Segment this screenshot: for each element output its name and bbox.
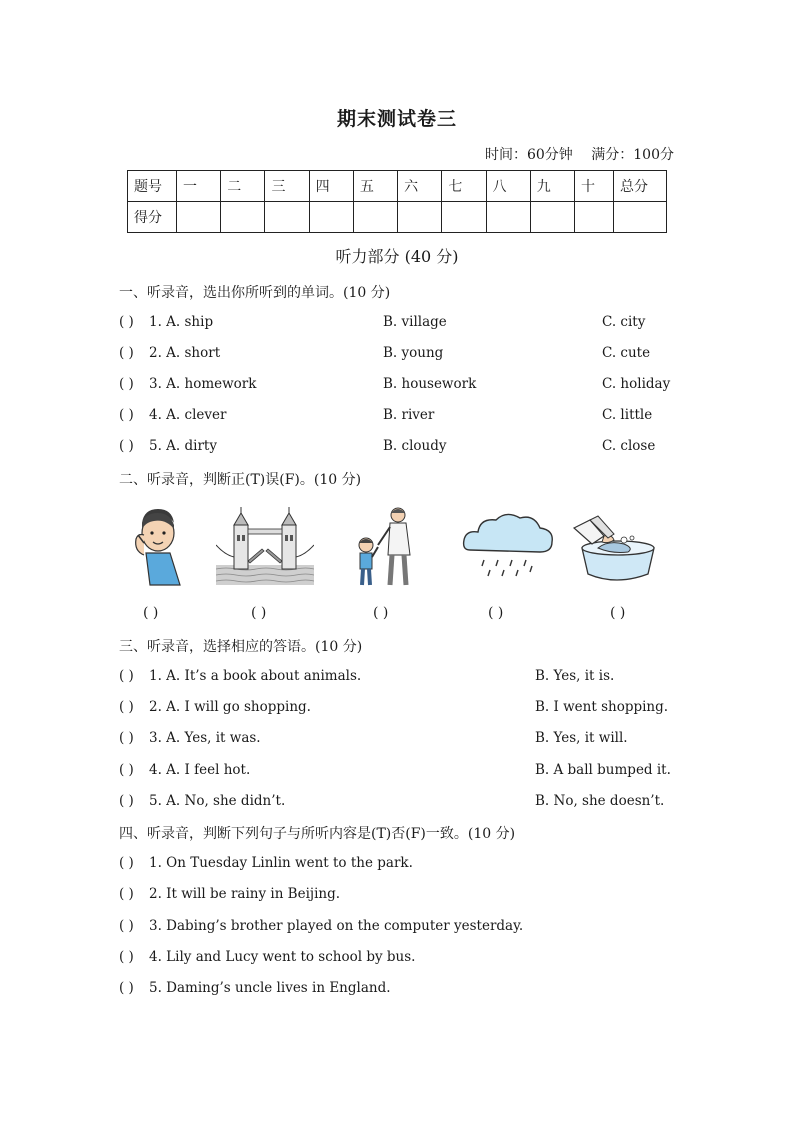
- score-table-head-row: [128, 171, 667, 202]
- statement-text: 5. Daming’s uncle lives in England.: [149, 980, 391, 996]
- option-a: 4. A. I feel hot.: [149, 762, 251, 778]
- score-head-cell: 题号: [128, 171, 177, 202]
- option-c: C. cute: [602, 345, 651, 361]
- answer-paren[interactable]: ( ): [119, 793, 134, 809]
- score-head-cell: 四: [309, 171, 353, 202]
- option-a: 2. A. I will go shopping.: [149, 699, 311, 715]
- q1-item: [119, 376, 671, 392]
- section-heading: 听力部分 (40 分): [335, 247, 459, 266]
- score-head-cell: 八: [486, 171, 530, 202]
- q4-item: [119, 918, 523, 934]
- answer-paren[interactable]: ( ): [119, 314, 134, 330]
- statement-text: 3. Dabing’s brother played on the computer yesterday.: [149, 918, 524, 934]
- q4-title: 四、听录音，判断下列句子与所听内容是(T)否(F)一致。(10 分): [119, 826, 516, 842]
- score-head-cell: 十: [575, 171, 614, 202]
- answer-paren[interactable]: ( ): [119, 376, 134, 392]
- score-cell[interactable]: [398, 202, 442, 233]
- answer-paren[interactable]: ( ): [119, 762, 134, 778]
- score-cell[interactable]: [442, 202, 486, 233]
- picture-answer-paren[interactable]: ( ): [143, 605, 159, 621]
- score-head-cell: 总分: [614, 171, 667, 202]
- exam-meta: [471, 144, 674, 164]
- q3-item: [119, 793, 665, 809]
- score-cell[interactable]: [177, 202, 221, 233]
- option-b: B. river: [383, 407, 435, 423]
- q3-item: [119, 730, 628, 746]
- q2-title: 二、听录音，判断正(T)误(F)。(10 分): [119, 472, 362, 488]
- q1-title: 一、听录音，选出你所听到的单词。(10 分): [119, 285, 391, 301]
- q3-item: [119, 668, 615, 684]
- score-head-cell: 五: [353, 171, 397, 202]
- score-head-cell: 七: [442, 171, 486, 202]
- score-head-cell: 六: [398, 171, 442, 202]
- picture-answer-paren[interactable]: ( ): [610, 605, 626, 621]
- rain-cloud-icon: [460, 510, 556, 582]
- option-c: C. holiday: [602, 376, 671, 392]
- answer-paren[interactable]: ( ): [119, 886, 134, 902]
- option-a: 1. A. ship: [149, 314, 214, 330]
- score-cell[interactable]: [353, 202, 397, 233]
- score-cell[interactable]: [614, 202, 667, 233]
- q1-item: [119, 438, 656, 454]
- score-cell[interactable]: [265, 202, 309, 233]
- option-b: B. Yes, it is.: [535, 668, 615, 684]
- option-a: 3. A. Yes, it was.: [149, 730, 261, 746]
- option-c: C. city: [602, 314, 646, 330]
- q4-item: [119, 949, 415, 965]
- page-title: 期末测试卷三: [336, 108, 457, 130]
- option-c: C. little: [602, 407, 653, 423]
- option-c: C. close: [602, 438, 656, 454]
- q3-item: [119, 762, 671, 778]
- picture-answer-paren[interactable]: ( ): [373, 605, 389, 621]
- statement-text: 4. Lily and Lucy went to school by bus.: [149, 949, 416, 965]
- score-table: [127, 170, 667, 233]
- option-b: B. young: [383, 345, 444, 361]
- q1-item: [119, 407, 653, 423]
- option-b: B. A ball bumped it.: [535, 762, 671, 778]
- answer-paren[interactable]: ( ): [119, 918, 134, 934]
- answer-paren[interactable]: ( ): [119, 699, 134, 715]
- option-a: 3. A. homework: [149, 376, 257, 392]
- score-cell[interactable]: [486, 202, 530, 233]
- answer-paren[interactable]: ( ): [119, 730, 134, 746]
- score-head-cell: 一: [177, 171, 221, 202]
- answer-paren[interactable]: ( ): [119, 855, 134, 871]
- answer-paren[interactable]: ( ): [119, 980, 134, 996]
- option-b: B. No, she doesn’t.: [535, 793, 665, 809]
- option-b: B. Yes, it will.: [535, 730, 628, 746]
- answer-paren[interactable]: ( ): [119, 407, 134, 423]
- option-a: 2. A. short: [149, 345, 221, 361]
- answer-paren[interactable]: ( ): [119, 668, 134, 684]
- option-b: B. village: [383, 314, 447, 330]
- father-and-son-icon: [352, 505, 428, 589]
- score-cell[interactable]: [309, 202, 353, 233]
- picture-answer-paren[interactable]: ( ): [251, 605, 267, 621]
- score-head-cell: 二: [221, 171, 265, 202]
- q1-item: [119, 345, 651, 361]
- picture-answer-paren[interactable]: ( ): [488, 605, 504, 621]
- answer-paren[interactable]: ( ): [119, 949, 134, 965]
- score-cell[interactable]: [530, 202, 574, 233]
- boy-pointing-icon: [128, 505, 190, 589]
- exam-time: 时间：60分钟: [484, 147, 573, 163]
- q4-item: [119, 980, 391, 996]
- option-b: B. cloudy: [383, 438, 447, 454]
- q4-item: [119, 855, 413, 871]
- q3-item: [119, 699, 669, 715]
- exam-full-score: 满分：100分: [591, 147, 674, 163]
- washing-clothes-icon: [568, 514, 664, 590]
- answer-paren[interactable]: ( ): [119, 438, 134, 454]
- q1-item: [119, 314, 646, 330]
- option-b: B. housework: [383, 376, 477, 392]
- score-head-cell: 九: [530, 171, 574, 202]
- answer-paren[interactable]: ( ): [119, 345, 134, 361]
- score-row-label: 得分: [128, 202, 177, 233]
- option-b: B. I went shopping.: [535, 699, 669, 715]
- score-cell[interactable]: [575, 202, 614, 233]
- q4-item: [119, 886, 340, 902]
- statement-text: 1. On Tuesday Linlin went to the park.: [149, 855, 413, 871]
- option-a: 1. A. It’s a book about animals.: [149, 668, 362, 684]
- tower-bridge-icon: [216, 505, 314, 585]
- option-a: 5. A. No, she didn’t.: [149, 793, 286, 809]
- q3-title: 三、听录音，选择相应的答语。(10 分): [119, 639, 363, 655]
- score-table-score-row: [128, 202, 667, 233]
- statement-text: 2. It will be rainy in Beijing.: [149, 886, 341, 902]
- score-head-cell: 三: [265, 171, 309, 202]
- option-a: 4. A. clever: [149, 407, 227, 423]
- option-a: 5. A. dirty: [149, 438, 217, 454]
- score-cell[interactable]: [221, 202, 265, 233]
